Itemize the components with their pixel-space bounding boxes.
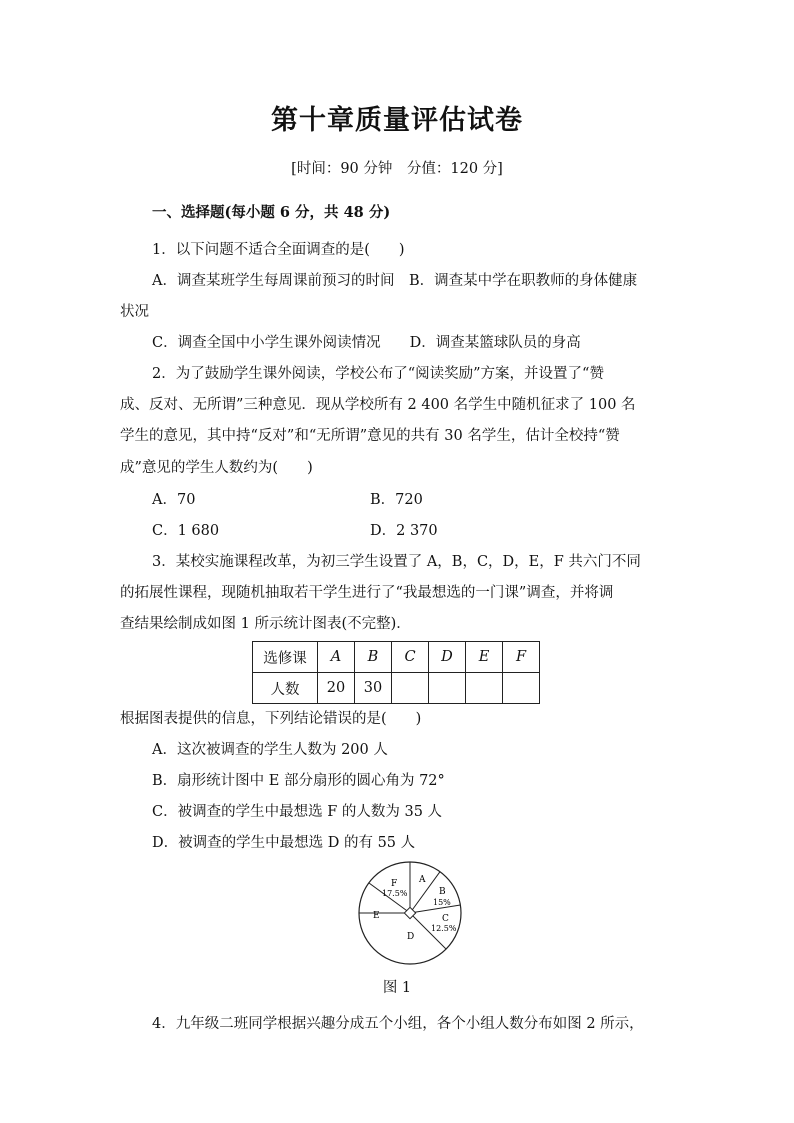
q2-option-d: D．2 370	[370, 523, 438, 539]
table-cell-count	[466, 673, 503, 704]
q2-line2: 成、反对、无所谓”三种意见．现从学校所有 2 400 名学生中随机征求了 100 名	[120, 397, 636, 413]
table-cell-course: C	[392, 642, 429, 673]
q2-line4: 成”意见的学生人数约为( )	[120, 460, 313, 476]
q2-line3: 学生的意见，其中持“反对”和“无所谓”意见的共有 30 名学生，估计全校持“赞	[120, 428, 620, 444]
pie-divider	[369, 883, 410, 913]
course-table	[252, 641, 540, 704]
q2-line1: 2．为了鼓励学生课外阅读，学校公布了“阅读奖励”方案，并设置了“赞	[152, 366, 604, 382]
pie-label-f: F	[391, 879, 398, 889]
q3-prompt: 根据图表提供的信息，下列结论错误的是( )	[120, 711, 422, 727]
figure-caption: 图 1	[382, 980, 412, 996]
q3-option-c: C．被调查的学生中最想选 F 的人数为 35 人	[152, 804, 443, 820]
table-row	[253, 673, 540, 704]
pie-chart-figure	[355, 858, 465, 968]
pie-pct-c: 12.5%	[431, 924, 457, 933]
q1-options-ab: A．调查某班学生每周课前预习的时间 B．调查某中学在职教师的身体健康	[152, 273, 638, 289]
table-cell-count: 30	[355, 673, 392, 704]
table-cell-course: A	[318, 642, 355, 673]
section-heading: 一、选择题(每小题 6 分，共 48 分)	[152, 204, 391, 221]
table-cell-count	[429, 673, 466, 704]
table-cell-course: E	[466, 642, 503, 673]
q2-option-a: A．70	[152, 492, 196, 508]
table-header-course: 选修课	[253, 642, 318, 673]
q1-stem: 1．以下问题不适合全面调查的是( )	[152, 242, 405, 258]
page-title: 第十章质量评估试卷	[271, 105, 523, 136]
table-header-count: 人数	[253, 673, 318, 704]
q2-option-b: B．720	[370, 492, 423, 508]
q2-option-c: C．1 680	[152, 523, 220, 539]
pie-pct-b: 15%	[433, 898, 451, 907]
table-cell-count: 20	[318, 673, 355, 704]
table-row	[253, 642, 540, 673]
pie-label-a: A	[419, 875, 426, 885]
q4-line1: 4．九年级二班同学根据兴趣分成五个小组，各个小组人数分布如图 2 所示，	[152, 1016, 644, 1032]
table-cell-course: D	[429, 642, 466, 673]
q3-line1: 3．某校实施课程改革，为初三学生设置了 A，B，C，D，E，F 共六门不同	[152, 554, 641, 570]
pie-label-d: D	[407, 932, 415, 942]
pie-pct-f: 17.5%	[382, 889, 408, 898]
table-cell-count	[503, 673, 540, 704]
q3-line3: 查结果绘制成如图 1 所示统计图表(不完整)．	[120, 616, 411, 632]
table-cell-course: F	[503, 642, 540, 673]
exam-info: [时间：90 分钟 分值：120 分]	[291, 161, 503, 177]
q3-line2: 的拓展性课程，现随机抽取若干学生进行了“我最想选的一门课”调查，并将调	[120, 585, 614, 601]
table-cell-course: B	[355, 642, 392, 673]
q3-option-d: D．被调查的学生中最想选 D 的有 55 人	[152, 835, 416, 851]
table-cell-count	[392, 673, 429, 704]
q1-option-b-cont: 状况	[120, 304, 149, 320]
pie-label-b: B	[439, 887, 446, 897]
q3-option-b: B．扇形统计图中 E 部分扇形的圆心角为 72°	[152, 773, 445, 789]
pie-label-e: E	[373, 911, 380, 921]
pie-label-c: C	[442, 914, 449, 924]
q3-option-a: A．这次被调查的学生人数为 200 人	[152, 742, 388, 758]
q1-options-cd: C．调查全国中小学生课外阅读情况 D．调查某篮球队员的身高	[152, 335, 581, 351]
